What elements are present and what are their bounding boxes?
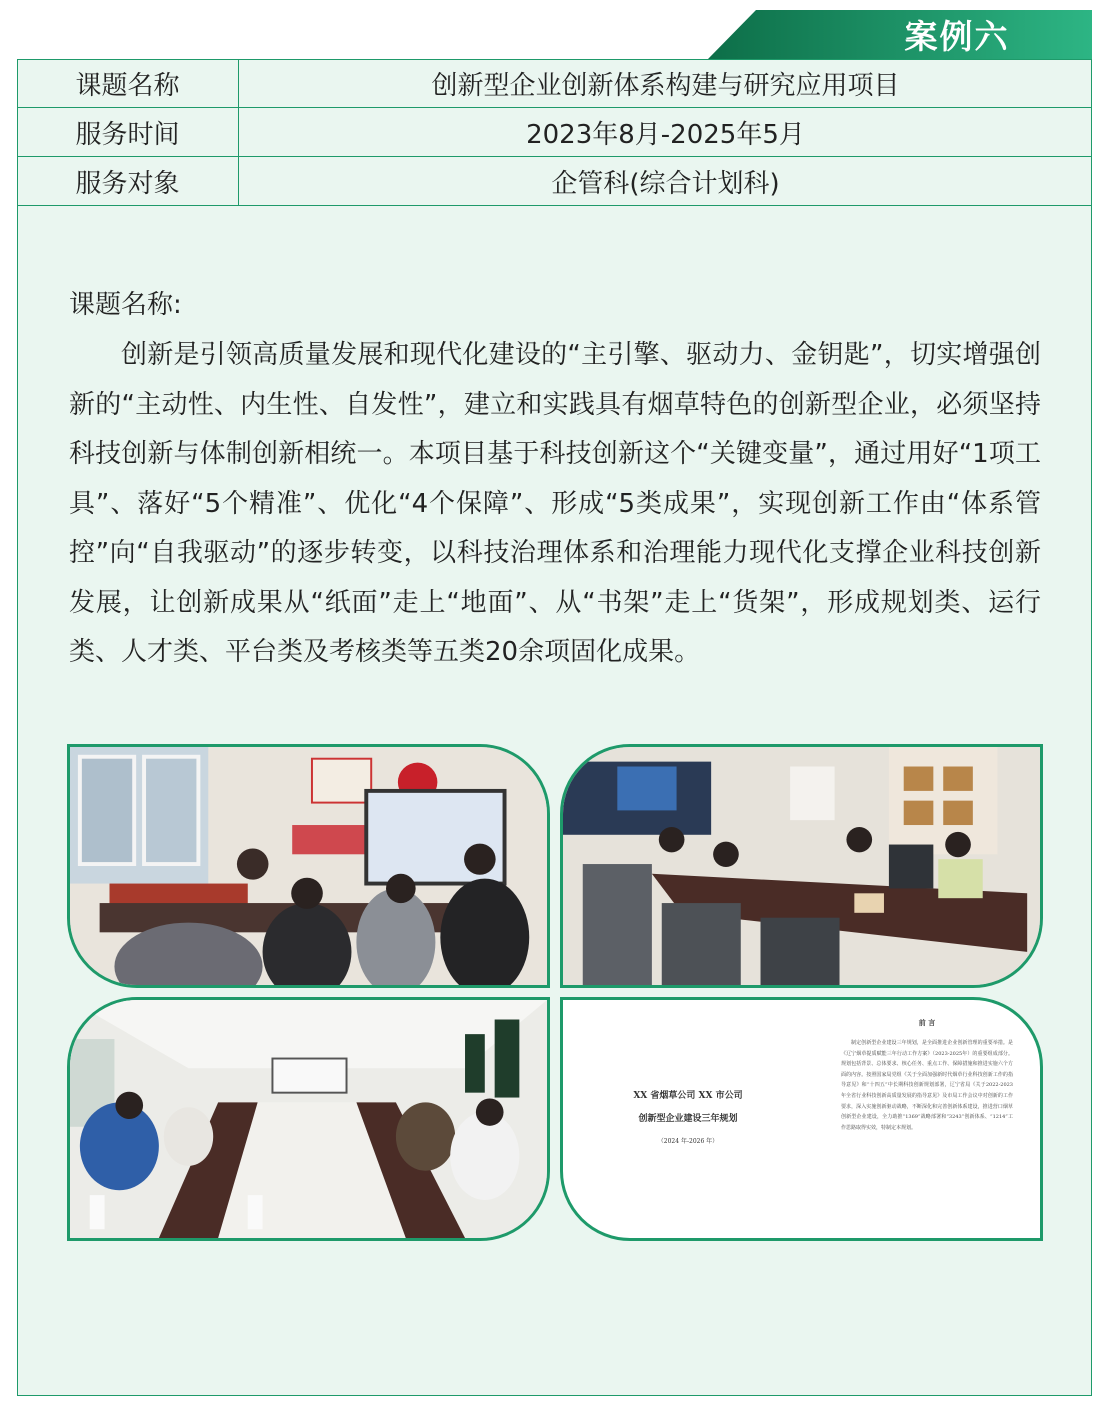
case-badge	[708, 10, 1092, 59]
document-cover	[603, 1088, 773, 1145]
preface-heading: 前 言	[918, 1018, 936, 1027]
info-value: 创新型企业创新体系构建与研究应用项目	[431, 70, 900, 101]
photo-conference-table	[560, 744, 1043, 988]
document-title: 创新型企业建设三年规划	[638, 1114, 738, 1124]
info-key: 服务对象	[17, 157, 239, 205]
body-paragraph: 创新是引领高质量发展和现代化建设的“主引擎、驱动力、金钥匙”，切实增强创新的“主动性、内生性、自发性”，建立和实践具有烟草特色的创新型企业，必须坚持科技创新与体制创新相统一。本项目基于科技创新这个“关键变量”，通过用好“1项工具”、落好“5个精准”、优化“4个保障”、形成“5类成果”，实现创新工作由“体系管控”向“自我驱动”的逐步转变，以科技治理体系和治理能力现代化支撑企业科技创新发展，让创新成果从“纸面”走上“地面”、从“书架”走上“货架”，形成规划类、运行类、人才类、平台类及考核类等五类20余项固化成果。	[69, 340, 1041, 667]
info-value: 2023年8月-2025年5月	[526, 119, 805, 150]
info-key: 课题名称	[17, 59, 239, 107]
photo-long-meeting-room	[67, 997, 550, 1241]
info-row-client	[17, 157, 1092, 206]
info-table	[17, 59, 1092, 206]
info-key: 服务时间	[17, 108, 239, 156]
info-row-time	[17, 108, 1092, 157]
photo-planning-document	[560, 997, 1043, 1241]
info-value: 企管科(综合计划科)	[551, 168, 780, 199]
preface-text: 制定创新型企业建设三年规划，是全面推进企业创新管理的重要举措。是《辽宁烟草提质赋能三年行动工作方案》（2023-2025年）的重要组成部分。规划包括背景、总体要求、核心任务、重点工作、保障措施和推进实施六个方面的内容。按照国家局党组《关于全面加强新时代烟草行业科技创新工作的指导意见》和“十四五”中长期科技创新规划部署，辽宁省局《关于2022-2023年全省行业科技创新高质量发展的指导意见》及市局工作会议中对创新的工作要求，深入实施创新驱动战略，不断深化和完善创新体系建设，推进营口烟草创新型企业建设，全力助推“1369”战略部署和“3243”创新体系、“1214”工作思路取得实效，特制定本规划。	[841, 1040, 1013, 1131]
section-heading: 课题名称:	[69, 290, 182, 320]
document-org: XX 省烟草公司 XX 市公司	[633, 1091, 743, 1101]
case-badge-label: 案例六	[904, 17, 1010, 56]
document-preface	[841, 1018, 1013, 1133]
document-years: （2024 年-2026 年）	[657, 1138, 719, 1145]
photo-meeting-screen	[67, 744, 550, 988]
info-row-topic	[17, 59, 1092, 108]
